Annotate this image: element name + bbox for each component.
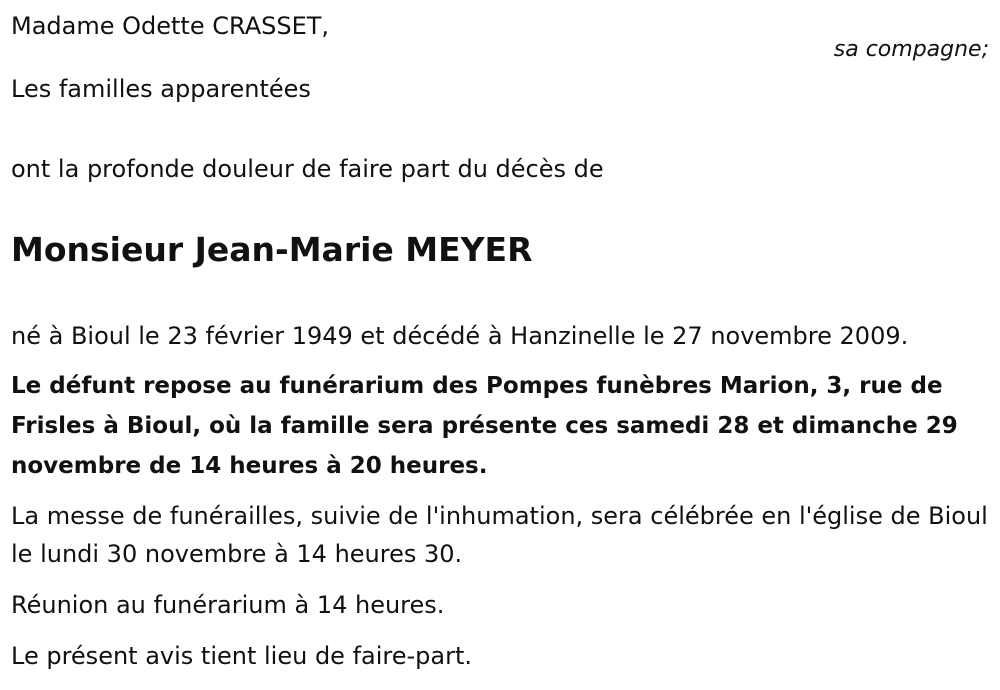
funeral-mass-details: La messe de funérailles, suivie de l'inhumation, sera célébrée en l'église de Bioul le lundi 30 novembre à 14 heures 30. (11, 502, 988, 568)
funerarium-meeting: Réunion au funérarium à 14 heures. (11, 591, 445, 619)
birth-death-details: né à Bioul le 23 février 1949 et décédé à Hanzinelle le 27 novembre 2009. (11, 322, 909, 350)
closing-statement: Le présent avis tient lieu de faire-part. (11, 642, 473, 670)
announcer-relation: sa compagne; (833, 37, 989, 62)
related-families: Les familles apparentées (11, 75, 311, 103)
announcement-intro: ont la profonde douleur de faire part du décès de (11, 155, 604, 183)
repose-details: Le défunt repose au funérarium des Pompes funèbres Marion, 3, rue de Frisles à Bioul, où la famille sera présente ces samedi 28 et dimanche 29 novembre de 14 heures à 20 heures. (11, 373, 958, 479)
announcer-name: Madame Odette CRASSET, (11, 12, 330, 40)
deceased-name: Monsieur Jean-Marie MEYER (11, 230, 533, 269)
